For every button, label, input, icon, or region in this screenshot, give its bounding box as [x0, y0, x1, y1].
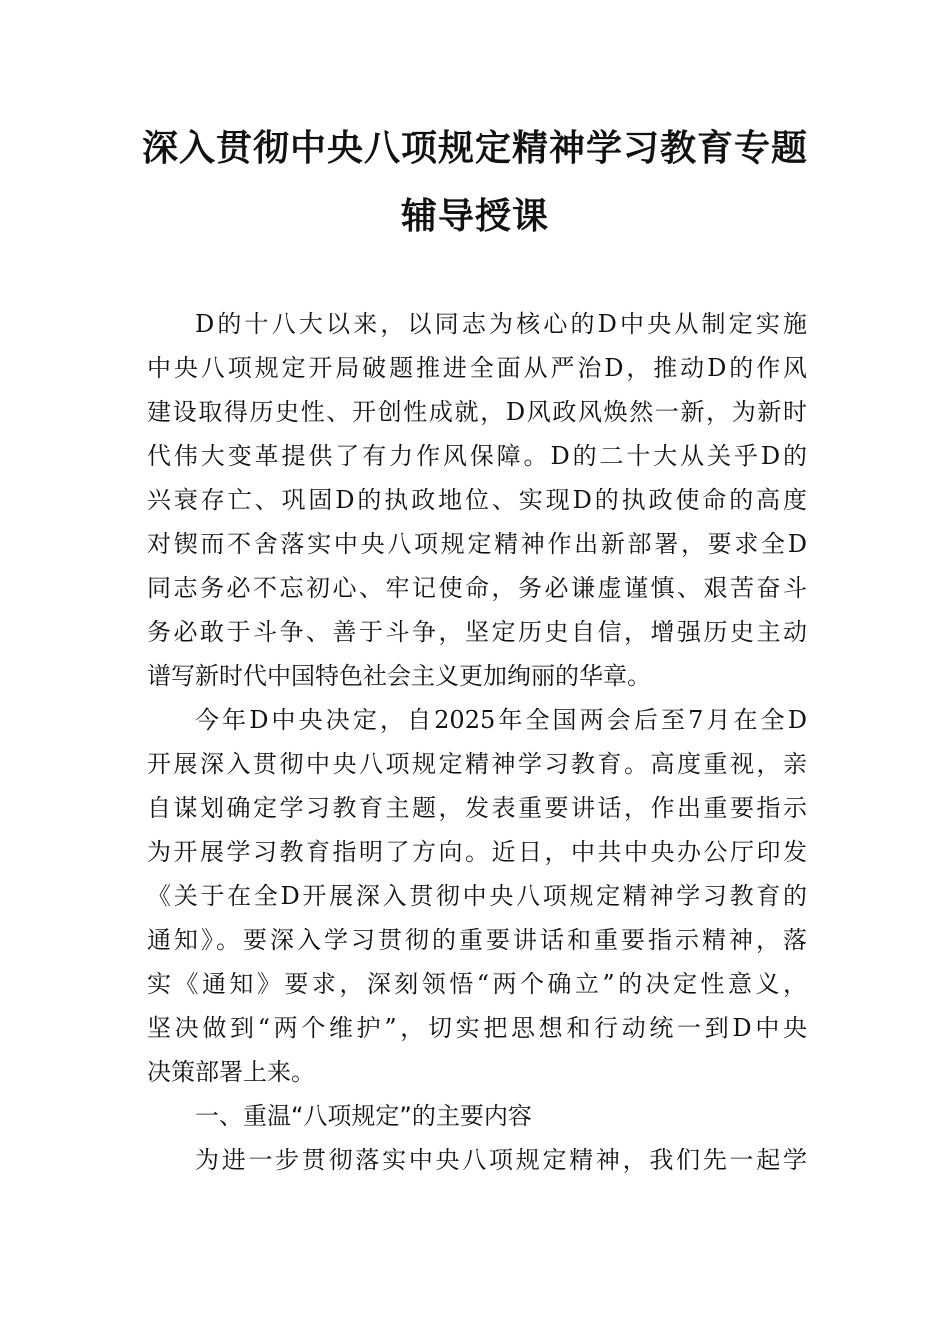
- paragraph-1-line-1: D的十八大以来，以同志为核心的D中央从制定实施: [195, 310, 807, 338]
- paragraph-1-line-8: 务必敢于斗争、善于斗争，坚定历史自信，增强历史主动: [147, 618, 807, 646]
- paragraph-2-line-4: 为开展学习教育指明了方向。近日，中共中央办公厅印发: [147, 838, 807, 866]
- paragraph-2-line-2: 开展深入贯彻中央八项规定精神学习教育。高度重视，亲: [147, 750, 807, 778]
- document-title-line-2: 辅导授课: [400, 195, 549, 237]
- paragraph-1-line-4: 代伟大变革提供了有力作风保障。D的二十大从关乎D的: [147, 442, 807, 470]
- paragraph-2-line-3: 自谋划确定学习教育主题，发表重要讲话，作出重要指示: [147, 794, 807, 822]
- document-title-line-1: 深入贯彻中央八项规定精神学习教育专题: [141, 127, 808, 169]
- paragraph-1-line-5: 兴衰存亡、巩固D的执政地位、实现D的执政使命的高度: [147, 486, 807, 514]
- paragraph-2-line-7: 实《通知》要求，深刻领悟“两个确立”的决定性意义，: [147, 970, 807, 998]
- paragraph-2-line-9: 决策部署上来。: [147, 1058, 315, 1086]
- paragraph-3-line-1: 为进一步贯彻落实中央八项规定精神，我们先一起学: [195, 1146, 807, 1174]
- paragraph-1-line-3: 建设取得历史性、开创性成就，D风政风焕然一新，为新时: [147, 398, 807, 426]
- paragraph-2-line-8: 坚决做到“两个维护”，切实把思想和行动统一到D中央: [147, 1014, 807, 1042]
- paragraph-1-line-7: 同志务必不忘初心、牢记使命，务必谦虚谨慎、艰苦奋斗: [147, 574, 807, 602]
- paragraph-2-line-1: 今年D中央决定，自2025年全国两会后至7月在全D: [195, 706, 807, 734]
- paragraph-1-line-6: 对锲而不舍落实中央八项规定精神作出新部署，要求全D: [147, 530, 807, 558]
- paragraph-2-line-5: 《关于在全D开展深入贯彻中央八项规定精神学习教育的: [147, 882, 807, 910]
- paragraph-2-line-6: 通知》。要深入学习贯彻的重要讲话和重要指示精神，落: [147, 926, 807, 954]
- section-heading: 一、重温“八项规定”的主要内容: [195, 1102, 532, 1130]
- paragraph-1-line-2: 中央八项规定开局破题推进全面从严治D，推动D的作风: [147, 354, 807, 382]
- paragraph-1-line-9: 谱写新时代中国特色社会主义更加绚丽的华章。: [147, 662, 651, 690]
